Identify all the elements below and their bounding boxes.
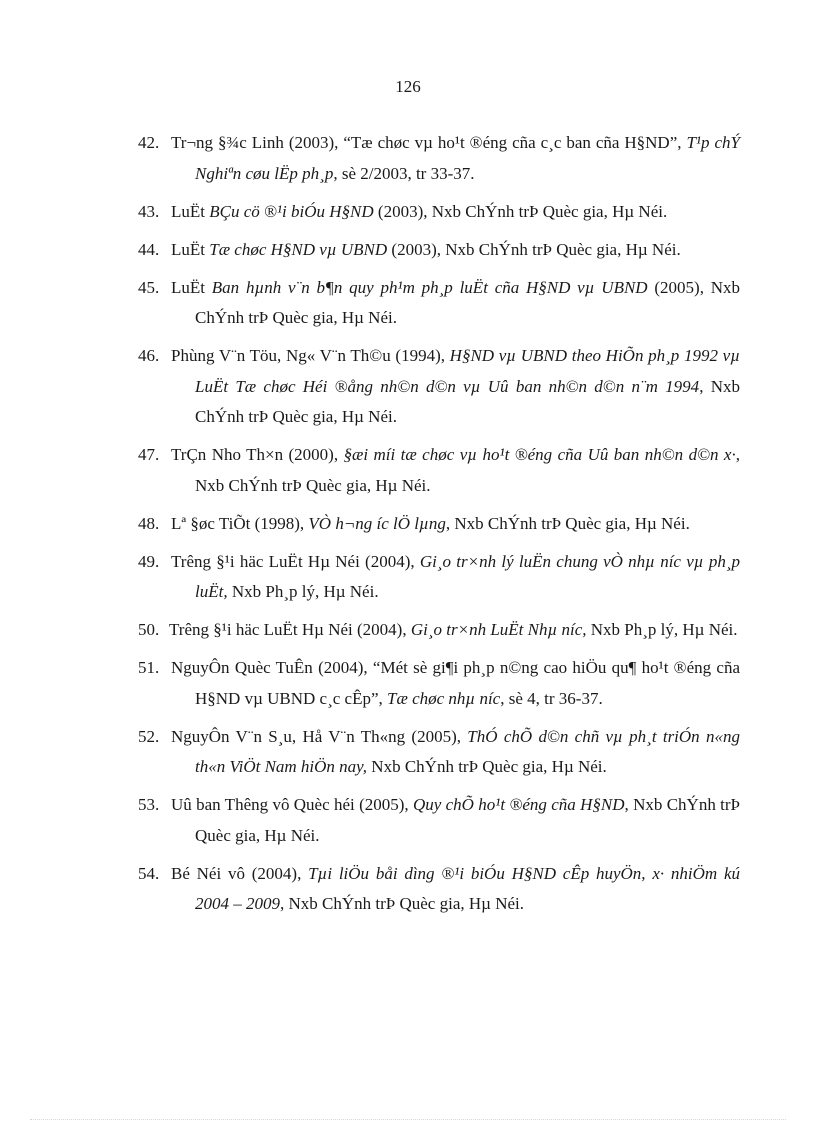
reference-text: Phùng V¨n Töu, Ng« V¨n Th©u (1994), (171, 346, 450, 365)
reference-text: Nxb Ph¸p lý, Hµ Néi. (586, 620, 738, 639)
reference-title: VÒ h¬ng íc lÖ lµng (308, 513, 446, 533)
reference-number: 50. (138, 620, 160, 639)
reference-text: , Nxb ChÝnh trÞ Quèc gia, Hµ Néi. (445, 513, 690, 533)
reference-number: 54. (138, 863, 160, 883)
reference-title: H§ND vµ UBND theo HiÕn ph¸p 1992 vµ LuËt Tæ chøc Héi ®ång nh©n d©n vµ Uû ban nh©n d©n n¨m 1994 (195, 346, 741, 396)
reference-entry (138, 547, 740, 608)
reference-entry (138, 440, 740, 501)
reference-text: Nxb ChÝnh trÞ Quèc gia, Hµ Néi. (367, 757, 607, 776)
reference-text: NguyÔn Quèc TuÊn (2004), “Mét sè gi¶i ph¸p n©ng cao hiÖu qu¶ ho¹t ®éng cña H§ND vµ UBND c¸c cÊp”, (171, 658, 740, 708)
reference-title: BÇu cö ®¹i biÓu H§ND (209, 201, 374, 221)
reference-title: Gi¸o tr×nh lý luËn chung vÒ nhµ níc vµ ph¸p luËt, (195, 551, 740, 601)
reference-text: , Nxb ChÝnh trÞ Quèc gia, Hµ Néi. (195, 445, 740, 495)
reference-number: 44. (138, 239, 160, 259)
reference-number: 52. (138, 726, 160, 746)
reference-text: , sè 2/2003, tr 33-37. (333, 163, 475, 183)
reference-entry (138, 509, 740, 540)
reference-title: ThÓ chÕ d©n chñ vµ ph¸t triÓn n«ng th«n ViÖt Nam hiÖn nay, (195, 726, 740, 776)
reference-text: NguyÔn V¨n S¸u, Hå V¨n Th«ng (2005), (171, 726, 468, 746)
bottom-dotted-rule (30, 1119, 786, 1120)
reference-entry (138, 235, 740, 266)
reference-entry (138, 341, 740, 433)
reference-entry (138, 615, 740, 646)
reference-title: Tæ chøc H§ND vµ UBND (209, 239, 388, 259)
reference-text: Tr¬ng §¾c Linh (2003), “Tæ chøc vµ ho¹t ®éng cña c¸c ban cña H§ND”, (171, 133, 687, 152)
reference-text: LuËt (171, 277, 212, 297)
reference-text: (2005), Nxb ChÝnh trÞ Quèc gia, Hµ Néi. (195, 277, 740, 327)
reference-number: 43. (138, 201, 160, 221)
reference-text: LuËt (171, 201, 210, 221)
reference-text: , sè 4, tr 36-37. (500, 688, 603, 708)
reference-text: Trêng §¹i häc LuËt Hµ Néi (2004), (169, 620, 411, 639)
reference-text: Trêng §¹i häc LuËt Hµ Néi (2004), (171, 551, 420, 571)
reference-title: Tæ chøc nhµ níc (387, 688, 501, 708)
reference-number: 53. (138, 795, 160, 814)
reference-text: , Nxb ChÝnh trÞ Quèc gia, Hµ Néi. (195, 795, 740, 845)
reference-text: Nxb Ph¸p lý, Hµ Néi. (227, 582, 379, 601)
reference-number: 42. (138, 133, 160, 152)
reference-number: 46. (138, 346, 160, 365)
reference-text: , Nxb ChÝnh trÞ Quèc gia, Hµ Néi. (195, 376, 740, 426)
reference-title: §æi míi tæ chøc vµ ho¹t ®éng cña Uû ban nh©n d©n x· (343, 445, 736, 464)
reference-number: 48. (138, 513, 160, 533)
reference-text: Lª §øc TiÕt (1998), (171, 513, 309, 533)
reference-text: Uû ban Thêng vô Quèc héi (2005), (171, 795, 413, 814)
reference-title: Quy chÕ ho¹t ®éng cña H§ND (412, 795, 625, 814)
reference-text: Bé Néi vô (2004), (171, 863, 309, 883)
reference-entry (138, 273, 740, 334)
reference-number: 45. (138, 277, 160, 297)
reference-entry (138, 859, 740, 920)
reference-entry (138, 128, 740, 189)
reference-entry (138, 653, 740, 714)
reference-text: (2003), Nxb ChÝnh trÞ Quèc gia, Hµ Néi. (373, 201, 668, 221)
reference-number: 47. (138, 445, 160, 464)
page-number: 126 (395, 77, 421, 96)
reference-title: Tµi liÖu båi dìng ®¹i biÓu H§ND cÊp huyÖn, x· nhiÖm kú 2004 – 2009 (195, 863, 740, 913)
reference-title: Ban hµnh v¨n b¶n quy ph¹m ph¸p luËt cña H§ND vµ UBND (211, 277, 648, 297)
reference-entry (138, 722, 740, 783)
reference-text: (2003), Nxb ChÝnh trÞ Quèc gia, Hµ Néi. (387, 239, 681, 259)
reference-text: LuËt (171, 239, 210, 259)
reference-number: 49. (138, 551, 160, 571)
reference-entry (138, 790, 740, 851)
reference-list (138, 128, 740, 927)
reference-text: , Nxb ChÝnh trÞ Quèc gia, Hµ Néi. (280, 894, 524, 913)
reference-title: Gi¸o tr×nh LuËt Nhµ níc, (410, 620, 587, 639)
reference-title: T¹p chÝ Nghiªn cøu lËp ph¸p (195, 133, 740, 183)
reference-text: TrÇn Nho Th×n (2000), (171, 445, 344, 464)
reference-number: 51. (138, 658, 160, 677)
reference-entry (138, 197, 740, 228)
